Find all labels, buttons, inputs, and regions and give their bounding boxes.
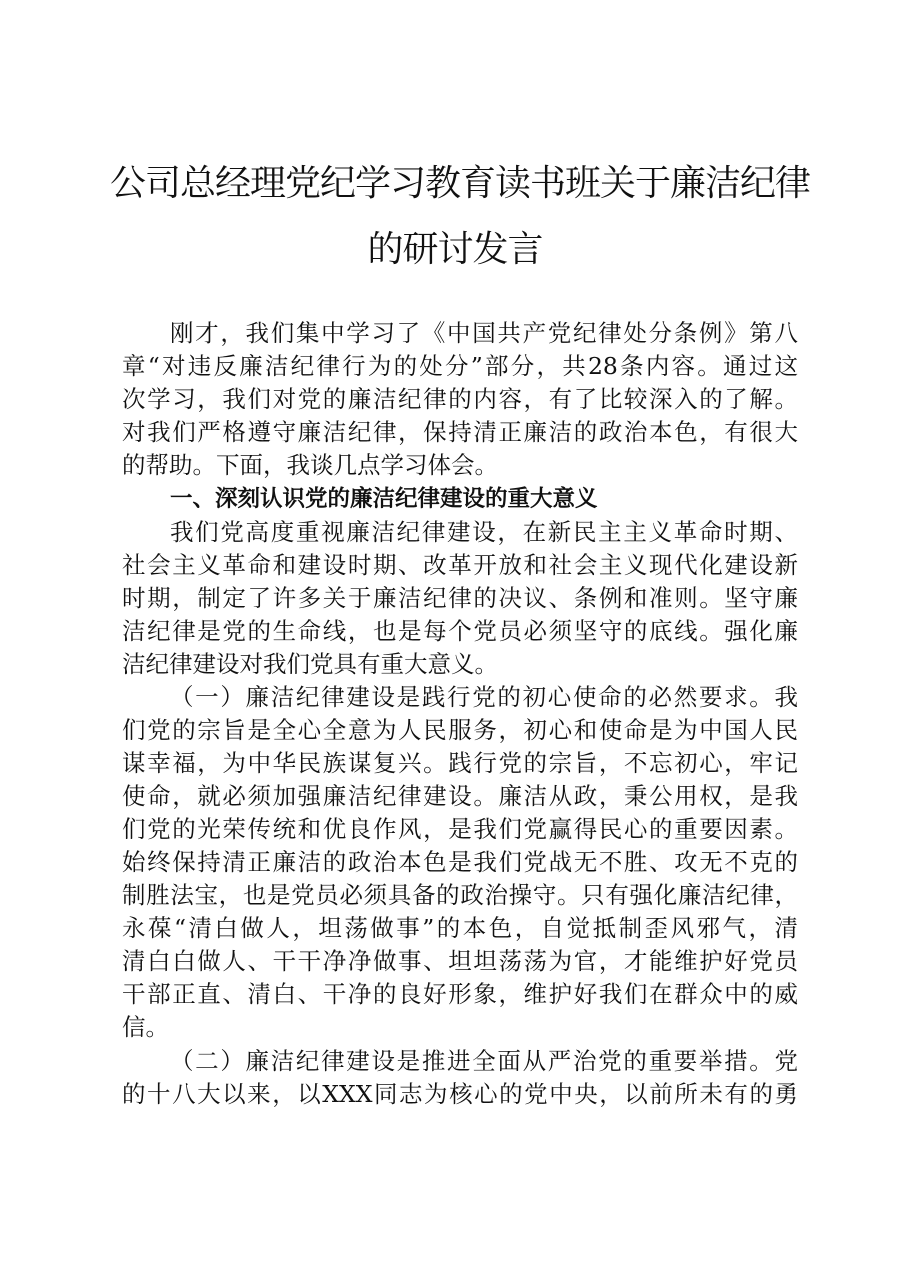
section-heading: 一、深刻认识党的廉洁纪律建设的重大意义 <box>170 486 598 512</box>
text-line: 时期，制定了许多关于廉洁纪律的决议、条例和准则。坚守廉 <box>122 584 798 612</box>
text-line: 的帮助。下面，我谈几点学习体会。 <box>122 451 498 479</box>
text-line: 刚才，我们集中学习了《中国共产党纪律处分条例》第八 <box>170 319 798 347</box>
text-line: 们党的宗旨是全心全意为人民服务，初心和使命是为中国人民 <box>122 716 798 744</box>
text-line: 社会主义革命和建设时期、改革开放和社会主义现代化建设新 <box>122 551 798 579</box>
text-line: 次学习，我们对党的廉洁纪律的内容，有了比较深入的了解。 <box>122 385 798 413</box>
text-line: 章“对违反廉洁纪律行为的处分”部分，共28条内容。通过这 <box>122 352 798 380</box>
subsection-line: （二）廉洁纪律建设是推进全面从严治党的重要举措。党 <box>170 1047 798 1075</box>
text-line: 的十八大以来，以XXX同志为核心的党中央，以前所未有的勇 <box>122 1080 798 1108</box>
text-line: 我们党高度重视廉洁纪律建设，在新民主主义革命时期、 <box>170 518 798 546</box>
text-line: 永葆“清白做人，坦荡做事”的本色，自觉抵制歪风邪气，清 <box>122 914 798 942</box>
text-line: 对我们严格遵守廉洁纪律，保持清正廉洁的政治本色，有很大 <box>122 418 798 446</box>
text-line: 制胜法宝，也是党员必须具备的政治操守。只有强化廉洁纪律， <box>122 881 798 909</box>
text-line: 们党的光荣传统和优良作风，是我们党赢得民心的重要因素。 <box>122 815 798 843</box>
document-title-line-1: 公司总经理党纪学习教育读书班关于廉洁纪律 <box>110 163 811 204</box>
text-line: 洁纪律是党的生命线，也是每个党员必须坚守的底线。强化廉 <box>122 617 798 645</box>
text-line: 谋幸福，为中华民族谋复兴。践行党的宗旨，不忘初心，牢记 <box>122 749 798 777</box>
text-line: 始终保持清正廉洁的政治本色是我们党战无不胜、攻无不克的 <box>122 848 798 876</box>
subsection-line: （一）廉洁纪律建设是践行党的初心使命的必然要求。我 <box>170 683 798 711</box>
text-line: 清白白做人、干干净净做事、坦坦荡荡为官，才能维护好党员 <box>122 947 798 975</box>
text-line: 洁纪律建设对我们党具有重大意义。 <box>122 650 498 678</box>
document-title-line-2: 的研讨发言 <box>367 229 543 270</box>
text-line: 使命，就必须加强廉洁纪律建设。廉洁从政，秉公用权，是我 <box>122 782 798 810</box>
text-line: 信。 <box>122 1013 169 1041</box>
text-line: 干部正直、清白、干净的良好形象，维护好我们在群众中的威 <box>122 980 798 1008</box>
